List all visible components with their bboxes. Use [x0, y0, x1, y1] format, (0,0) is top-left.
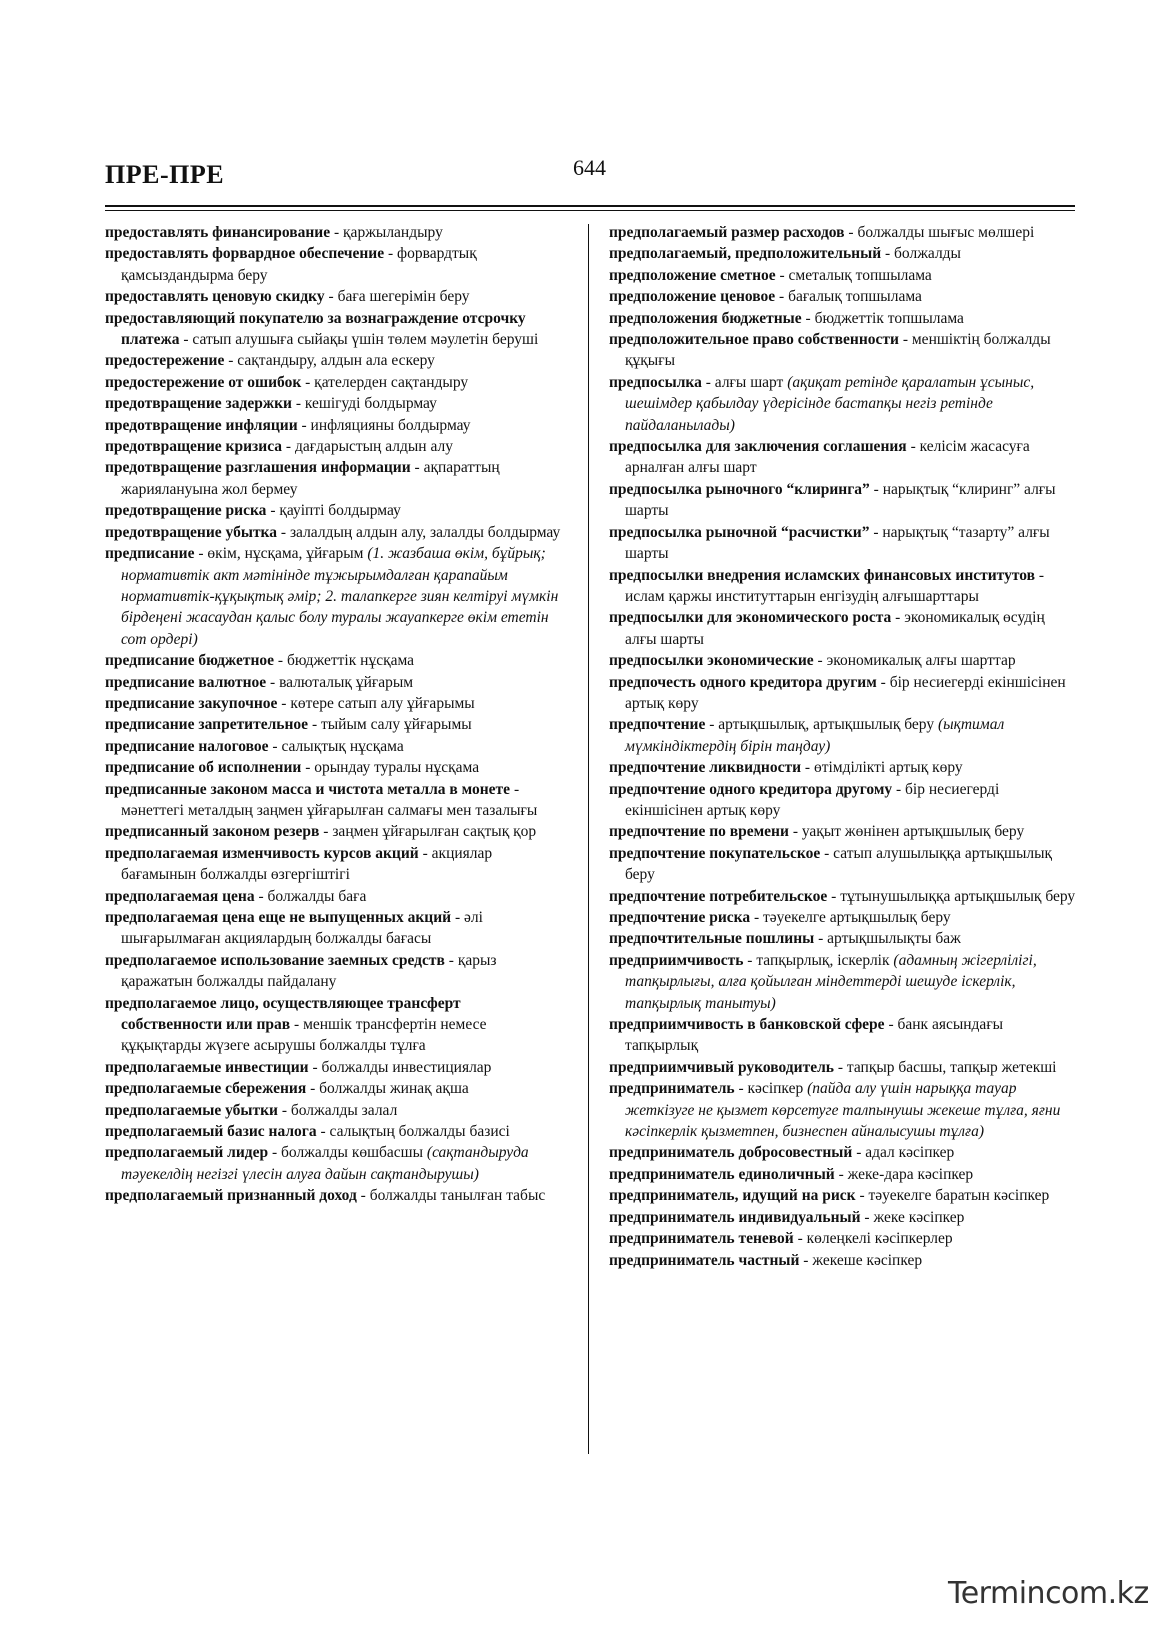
dictionary-entry [105, 243, 565, 286]
entry-separator: - [510, 780, 520, 798]
dictionary-entry [609, 222, 1077, 243]
entry-separator: - [852, 1144, 866, 1162]
entry-definition: акциялар бағамынын болжалды өзгергіштігі [121, 844, 493, 884]
dictionary-entry [609, 1250, 1077, 1271]
entry-definition: нарықтық “тазарту” алғы шарты [625, 523, 1050, 563]
entry-separator: - [788, 823, 802, 841]
entry-definition: сметалық топшылама [788, 266, 932, 284]
entry-note: (ықтимал мүмкіндіктердің бірін таңдау) [625, 716, 1005, 755]
entry-definition: бір несиегерді екіншісінен артық көру [625, 780, 1000, 819]
entry-separator: - [356, 1187, 370, 1205]
entry-term: предпосылка [609, 373, 702, 391]
entry-term: предпосылки экономические [609, 652, 814, 670]
entry-definition: залалдың алдын алу, залалды болдырмау [289, 523, 561, 541]
entry-separator: - [801, 309, 815, 327]
entry-term: предпочтение ликвидности [609, 759, 802, 777]
dictionary-entry [609, 1078, 1077, 1142]
entry-term: предприниматель теневой [609, 1230, 794, 1248]
dictionary-entry [609, 436, 1077, 479]
entry-term: предприниматель индивидуальный [609, 1208, 861, 1226]
entry-term: предотвращение убытка [105, 523, 278, 541]
entry-definition: өкім, нұсқама, ұйғарым [207, 545, 368, 563]
entry-term: предприниматель частный [609, 1251, 800, 1269]
entry-term: предпосылка рыночной “расчистки” [609, 523, 870, 541]
dictionary-entry [105, 522, 565, 543]
header-rule-thin [105, 210, 1075, 211]
entry-term: предприниматель единоличный [609, 1165, 835, 1183]
entry-separator: - [308, 1058, 322, 1076]
entry-definition: меншік трансфертін немесе құқықтарды жүзеге асырушы болжалды тұлға [121, 1016, 487, 1055]
entry-definition: тапқырлық, іскерлік [756, 951, 894, 969]
entry-term: предотвращение инфляции [105, 416, 298, 434]
dictionary-entry [105, 1078, 565, 1099]
entry-note: (1. жазбаша өкім, бұйрық; нормативтік акт мәтінінде тұжырымдалған қарапайым нормативтік-құқықтық әмір; 2. талапкерге зиян келтіруі мүмкін бірдеңені жасаудан қалыс болу туралы жауапкерге өкім ететін сот ордері) [121, 545, 559, 648]
entry-term: предприниматель добросовестный [609, 1144, 853, 1162]
entry-definition: алғы шарт [714, 373, 788, 391]
entry-definition: тұтынушылыққа артықшылық беру [840, 887, 1076, 905]
termincom-logo: Termincom.kz [948, 1576, 1149, 1611]
dictionary-entry [105, 714, 565, 735]
dictionary-entry [609, 714, 1077, 757]
entry-separator: - [869, 523, 883, 541]
entry-separator: - [410, 459, 424, 477]
entry-separator: - [277, 523, 290, 541]
entry-separator: - [254, 887, 268, 905]
dictionary-entry [609, 265, 1077, 286]
entry-note: (ақиқат ретінде қаралатын ұсыныс, шешімдер қабылдау үдерісінде бастапқы негіз ретінде пайдаланылады) [625, 373, 1035, 434]
entry-separator: - [743, 951, 757, 969]
entry-term: предпосылка рыночного “клиринга” [609, 480, 870, 498]
entry-separator: - [775, 288, 789, 306]
entry-definition: дағдарыстың алдын алу [294, 438, 453, 456]
entry-separator: - [451, 909, 464, 926]
entry-definition: болжалды [894, 245, 961, 263]
entry-separator: - [291, 395, 305, 413]
entry-definition: меншіктің болжалды құқығы [625, 331, 1051, 370]
entry-term: предпочтение потребительское [609, 887, 828, 905]
entry-note: (адамның жігерлілігі, тапқырлығы, алға қойылған міндеттерді шешуде іскерлік, тапқырлық танытуы) [625, 951, 1037, 1012]
dictionary-entry [105, 757, 565, 778]
entry-term: предписание закупочное [105, 694, 278, 712]
entry-definition: тапқыр басшы, тапқыр жетекші [846, 1058, 1057, 1076]
entry-term: предотвращение задержки [105, 395, 292, 413]
entry-definition: сатып алушыға сыйақы үшін төлем мәулетін беруші [192, 331, 539, 349]
entry-term: предостережение от ошибок [105, 373, 302, 391]
page-number: 644 [573, 155, 606, 180]
entry-term: предположение сметное [609, 266, 776, 284]
entry-term: предпочтение по времени [609, 823, 789, 841]
entry-separator: - [319, 823, 333, 841]
dictionary-entry [105, 886, 565, 907]
dictionary-entry [609, 672, 1077, 715]
dictionary-entry [105, 222, 565, 243]
entry-separator: - [827, 887, 841, 905]
entry-definition: салықтық нұсқама [281, 737, 404, 755]
dictionary-entry [609, 843, 1077, 886]
entry-term: предпочесть одного кредитора другим [609, 673, 877, 691]
entry-definition: салықтың болжалды базисі [329, 1123, 510, 1141]
dictionary-entry [609, 1228, 1077, 1249]
entry-term: предпочтение [609, 716, 706, 734]
entry-term: предприимчивый руководитель [609, 1058, 834, 1076]
entry-definition: инфляцияны болдырмау [310, 416, 471, 434]
entry-separator: - [793, 1230, 807, 1248]
dictionary-entry [609, 479, 1077, 522]
entry-definition: келісім жасасуға арналған алғы шарт [625, 438, 1030, 477]
dictionary-entry [609, 522, 1077, 565]
dictionary-entry [609, 1014, 1077, 1057]
entry-term: предполагаемый размер расходов [609, 224, 845, 241]
dictionary-entry [609, 286, 1077, 307]
entry-separator: - [705, 716, 719, 734]
entry-separator: - [330, 224, 344, 241]
dictionary-entry [609, 372, 1077, 436]
entry-separator: - [277, 694, 291, 712]
entry-term: предпосылка для заключения соглашения [609, 438, 907, 456]
entry-separator: - [418, 844, 432, 862]
dictionary-entry [105, 1142, 565, 1185]
entry-term: предотвращение риска [105, 502, 267, 520]
entry-definition: көлеңкелі кәсіпкерлер [806, 1230, 953, 1248]
entry-definition: болжалды залал [290, 1101, 398, 1119]
dictionary-entry [609, 950, 1077, 1014]
entry-definition: адал кәсіпкер [865, 1144, 955, 1162]
entry-definition: жекеше кәсіпкер [812, 1251, 923, 1269]
entry-definition: артықшылық, артықшылық беру [718, 716, 938, 734]
dictionary-entry [105, 500, 565, 521]
dictionary-entry [105, 907, 565, 950]
entry-definition: жеке кәсіпкер [873, 1208, 965, 1226]
dictionary-entry [105, 1121, 565, 1142]
entry-definition: ақпараттың жариялануына жол бермеу [121, 459, 500, 498]
dictionary-entry [105, 286, 565, 307]
dictionary-entry [105, 993, 565, 1057]
entry-separator: - [297, 416, 311, 434]
dictionary-entry [105, 372, 565, 393]
entry-definition: кешігуді болдырмау [304, 395, 437, 413]
entry-term: предположение ценовое [609, 288, 776, 306]
dictionary-entry [609, 1057, 1077, 1078]
entry-term: предписание [105, 545, 195, 563]
entry-separator: - [891, 609, 905, 627]
dictionary-entry [609, 1207, 1077, 1228]
entry-term: предполагаемый базис налога [105, 1123, 317, 1141]
entry-term: предположительное право собственности [609, 331, 899, 349]
page-header [105, 155, 1075, 210]
entry-definition: валюталық ұйғарым [279, 673, 414, 691]
entry-term: предоставлять форвардное обеспечение [105, 245, 385, 263]
entry-term: предпочтение покупательское [609, 844, 821, 862]
entry-separator: - [860, 1208, 874, 1226]
entry-definition: сақтандыру, алдын ала ескеру [237, 352, 435, 370]
entry-term: предполагаемая цена [105, 887, 255, 905]
dictionary-entry [105, 736, 565, 757]
entry-definition: сатып алушылыққа артықшылық беру [625, 844, 1053, 884]
entry-term: предпочтение риска [609, 909, 751, 926]
dictionary-entry [609, 821, 1077, 842]
entry-separator: - [179, 331, 193, 349]
entry-separator: - [775, 266, 789, 284]
entry-definition: нарықтық “клиринг” алғы шарты [625, 480, 1056, 520]
entry-term: предписание об исполнении [105, 759, 302, 777]
entry-separator: - [814, 930, 828, 948]
dictionary-entry [609, 329, 1077, 372]
entry-term: предписание валютное [105, 673, 267, 691]
dictionary-entry [105, 672, 565, 693]
entry-term: предприниматель [609, 1080, 735, 1098]
entry-separator: - [884, 1016, 898, 1034]
entry-term: предполагаемое лицо, осуществляющее трансферт собственности или прав [105, 994, 461, 1034]
entry-term: предоставлять ценовую скидку [105, 288, 325, 306]
entry-definition: экономикалық алғы шарттар [826, 652, 1016, 670]
header-rule [105, 205, 1075, 207]
entry-term: предписанные законом масса и чистота металла в монете [105, 780, 511, 798]
entry-separator: - [881, 245, 895, 263]
entry-term: предоставляющий покупателю за вознаграждение отсрочку платежа [105, 309, 526, 349]
entry-definition: бюджеттік нұсқама [286, 652, 415, 670]
entry-separator: - [892, 780, 906, 798]
entry-separator: - [194, 545, 208, 563]
dictionary-entry [609, 308, 1077, 329]
running-head: ПРЕ-ПРЕ [105, 160, 225, 189]
entry-definition: болжалды инвестициялар [321, 1058, 492, 1076]
entry-term: предполагаемые сбережения [105, 1080, 307, 1098]
entry-separator: - [268, 1144, 282, 1162]
entry-separator: - [813, 652, 827, 670]
entry-term: предполагаемая цена еще не выпущенных акций [105, 909, 452, 926]
entry-definition: бір несиегерді екіншісінен артық көру [625, 673, 1066, 712]
dictionary-entry [609, 565, 1077, 608]
entry-definition: баға шегерімін беру [337, 288, 470, 306]
entry-definition: тыйым салу ұйғарымы [320, 716, 472, 734]
entry-separator: - [301, 759, 315, 777]
entry-term: предотвращение разглашения информации [105, 459, 411, 477]
dictionary-entry [609, 928, 1077, 949]
entry-term: предположения бюджетные [609, 309, 802, 327]
entry-separator: - [855, 1187, 869, 1205]
entry-definition: бюджеттік топшылама [814, 309, 964, 327]
entry-term: предписание налоговое [105, 737, 269, 755]
entry-separator: - [224, 352, 238, 370]
entry-separator: - [290, 1016, 304, 1034]
entry-definition: қателерден сақтандыру [314, 373, 469, 391]
entry-term: предписание бюджетное [105, 652, 275, 670]
dictionary-entry [105, 650, 565, 671]
entry-term: предостережение [105, 352, 225, 370]
entry-definition: болжалды көшбасшы [281, 1144, 427, 1162]
dictionary-entry [105, 415, 565, 436]
entry-definition: кәсіпкер [747, 1080, 808, 1098]
entry-separator: - [282, 438, 295, 456]
entry-definition: тәуекелге баратын кәсіпкер [868, 1187, 1050, 1205]
entry-definition: заңмен ұйғарылған сақтық қор [332, 823, 537, 841]
dictionary-entry [105, 1057, 565, 1078]
entry-separator: - [869, 480, 883, 498]
entry-definition: экономикалық өсудің алғы шарты [625, 609, 1045, 648]
entry-definition: банк аясындағы тапқырлық [625, 1016, 1004, 1055]
dictionary-entry [105, 436, 565, 457]
entry-term: предполагаемые убытки [105, 1101, 278, 1119]
entry-term: предпочтение одного кредитора другому [609, 780, 893, 798]
entry-separator: - [384, 245, 398, 263]
left-column [105, 222, 565, 1207]
entry-separator: - [898, 331, 912, 349]
entry-separator: - [444, 951, 458, 969]
entry-definition: уақыт жөнінен артықшылық беру [801, 823, 1025, 841]
dictionary-entry [105, 779, 565, 822]
entry-definition: қарыз қаражатын болжалды пайдалану [121, 951, 497, 991]
entry-definition: өтімділікті артық көру [813, 759, 963, 777]
entry-definition: болжалды жинақ ақша [319, 1080, 469, 1098]
dictionary-entry [609, 779, 1077, 822]
entry-definition: мәнеттегі металдың заңмен ұйғарылған салмағы мен тазалығы [121, 801, 538, 819]
entry-separator: - [834, 1165, 848, 1183]
dictionary-entry [105, 950, 565, 993]
entry-separator: - [701, 373, 715, 391]
dictionary-entry [105, 393, 565, 414]
dictionary-entry [105, 1100, 565, 1121]
entry-separator: - [876, 673, 890, 691]
entry-definition: бағалық топшылама [788, 288, 922, 306]
dictionary-entry [609, 1164, 1077, 1185]
entry-definition: орындау туралы нұсқама [314, 759, 480, 777]
entry-definition: форвардтық қамсыздандырма беру [121, 245, 477, 284]
entry-definition: тәуекелге артықшылық беру [763, 909, 951, 926]
entry-term: предполагаемые инвестиции [105, 1058, 309, 1076]
entry-separator: - [268, 737, 282, 755]
entry-term: предпосылки внедрения исламских финансовых институтов [609, 566, 1035, 584]
entry-term: предполагаемое использование заемных средств [105, 951, 445, 969]
entry-separator: - [277, 1101, 291, 1119]
entry-separator: - [906, 438, 920, 456]
dictionary-entry [105, 308, 565, 351]
entry-separator: - [844, 224, 858, 241]
entry-separator: - [801, 759, 814, 777]
entry-definition: ислам қаржы институттарын енгізудің алғышарттары [625, 587, 979, 605]
entry-definition: көтере сатып алу ұйғарымы [290, 694, 475, 712]
entry-separator: - [301, 373, 315, 391]
entry-term: предполагаемая изменчивость курсов акций [105, 844, 419, 862]
dictionary-entry [609, 757, 1077, 778]
entry-definition: артықшылықты баж [827, 930, 961, 948]
right-column [609, 222, 1077, 1271]
entry-definition: болжалды танылған табыс [369, 1187, 546, 1205]
entry-term: предприимчивость в банковской сфере [609, 1016, 885, 1034]
dictionary-entry [609, 1185, 1077, 1206]
entry-separator: - [1034, 566, 1045, 584]
dictionary-entry [105, 1185, 565, 1206]
entry-definition: қаржыландыру [343, 224, 443, 241]
dictionary-entry [105, 543, 565, 650]
dictionary-entry [609, 1142, 1077, 1163]
dictionary-entry [609, 886, 1077, 907]
dictionary-entry [609, 907, 1077, 928]
entry-separator: - [799, 1251, 813, 1269]
entry-separator: - [306, 1080, 320, 1098]
entry-definition: жеке-дара кәсіпкер [847, 1165, 974, 1183]
dictionary-entry [105, 457, 565, 500]
dictionary-entry [105, 350, 565, 371]
dictionary-entry [609, 650, 1077, 671]
entry-separator: - [820, 844, 834, 862]
entry-note: (пайда алу үшін нарыққа тауар жеткізуге не қызмет көрсетуге талпынушы жекеше тұлға, яғни кәсіпкерлік қызметпен, бизнеспен айналысушы тұлға) [625, 1080, 1061, 1141]
entry-separator: - [750, 909, 763, 926]
entry-term: предписание запретительное [105, 716, 309, 734]
dictionary-entry [609, 607, 1077, 650]
dictionary-entry [105, 821, 565, 842]
entry-term: предпосылки для экономического роста [609, 609, 892, 627]
entry-separator: - [266, 673, 280, 691]
entry-term: предполагаемый лидер [105, 1144, 269, 1162]
entry-term: предполагаемый признанный доход [105, 1187, 357, 1205]
entry-term: предотвращение кризиса [105, 438, 283, 456]
dictionary-entry [105, 693, 565, 714]
entry-separator: - [833, 1058, 847, 1076]
entry-definition: болжалды баға [267, 887, 367, 905]
entry-term: предприниматель, идущий на риск [609, 1187, 856, 1205]
entry-note: (сақтандыруда тәуекелдің негізгі үлесін алуға дайын сақтандырушы) [121, 1144, 529, 1183]
entry-separator: - [266, 502, 280, 520]
entry-separator: - [734, 1080, 748, 1098]
entry-definition: қауіпті болдырмау [279, 502, 401, 520]
entry-term: предприимчивость [609, 951, 744, 969]
entry-term: предпочтительные пошлины [609, 930, 815, 948]
entry-separator: - [316, 1123, 330, 1141]
entry-definition: болжалды шығыс мөлшері [857, 224, 1035, 241]
entry-term: предписанный законом резерв [105, 823, 320, 841]
entry-term: предполагаемый, предположительный [609, 245, 882, 263]
entry-term: предоставлять финансирование [105, 224, 331, 241]
dictionary-entry [105, 843, 565, 886]
dictionary-entry [609, 243, 1077, 264]
entry-separator: - [324, 288, 338, 306]
entry-separator: - [274, 652, 287, 670]
entry-separator: - [308, 716, 321, 734]
entry-definition: әлі шығарылмаған акциялардың болжалды бағасы [121, 909, 483, 948]
column-divider [588, 224, 589, 1454]
